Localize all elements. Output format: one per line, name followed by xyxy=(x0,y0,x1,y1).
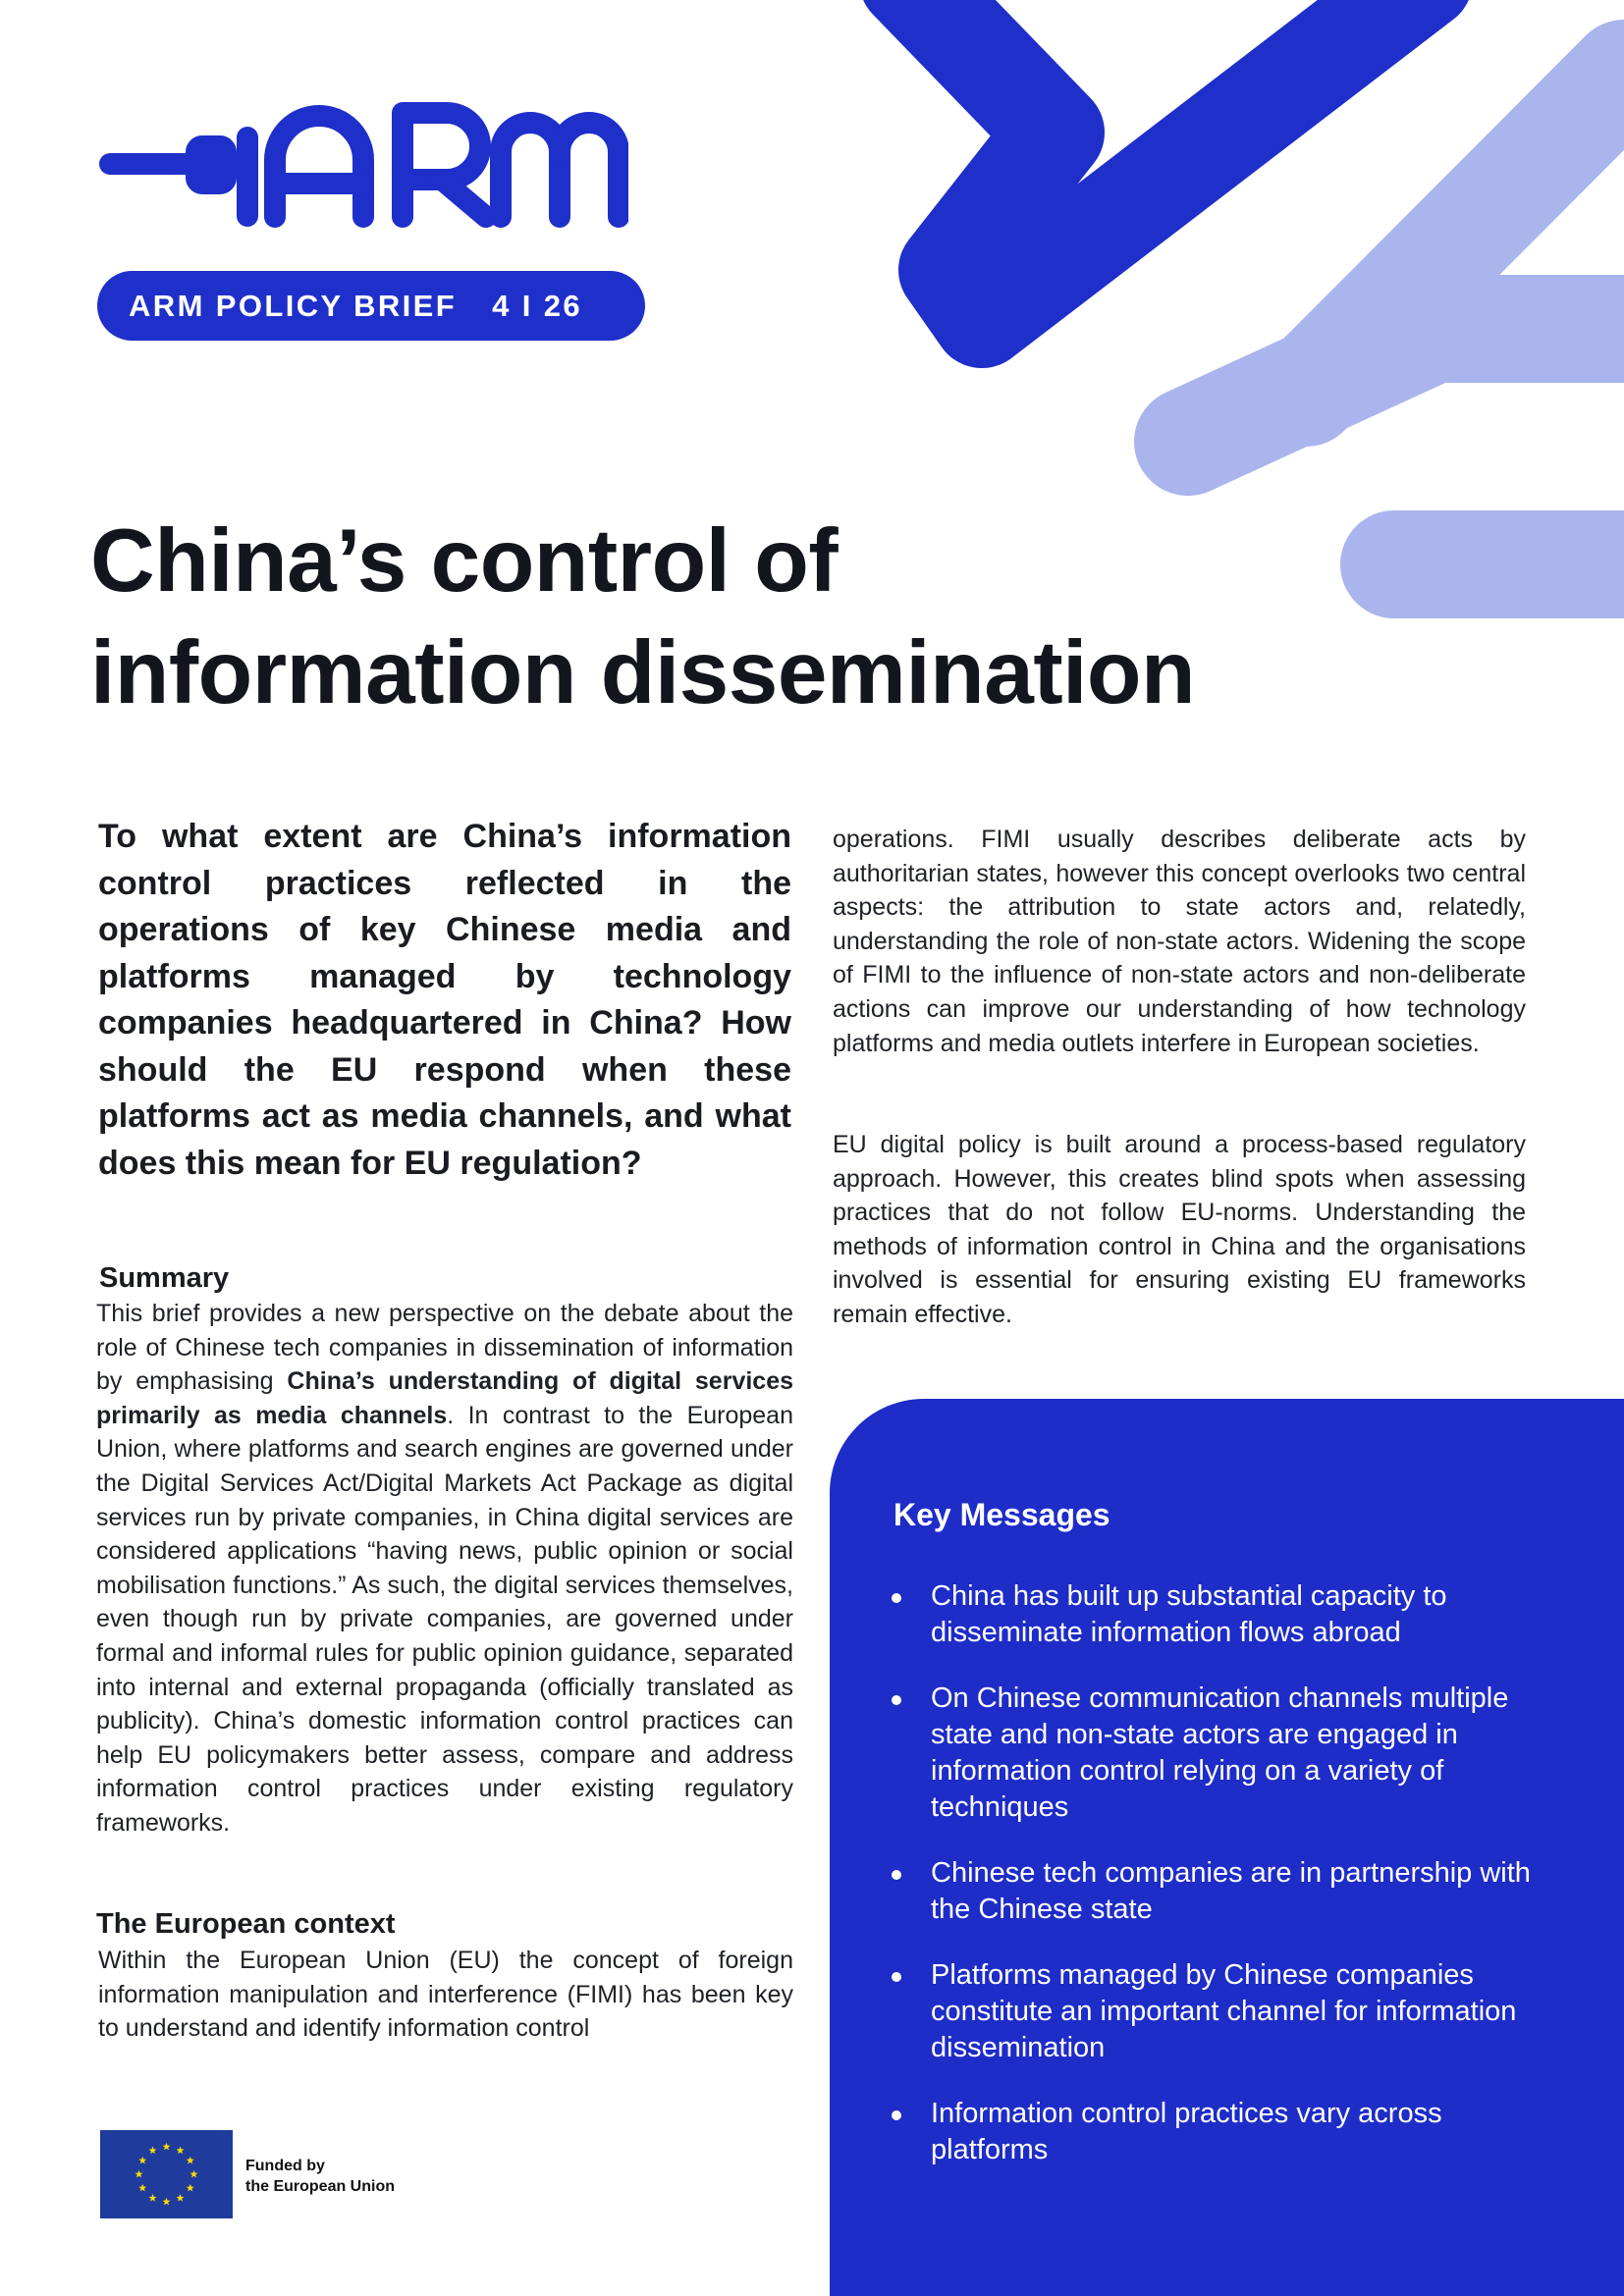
key-message-text: On Chinese communication channels multiple state and non-state actors are engaged in information control relying on a variety of techniques xyxy=(931,1682,1509,1823)
light-blue-shape xyxy=(1188,329,1624,442)
bullet-icon xyxy=(892,1593,901,1603)
bullet-icon xyxy=(892,1695,901,1705)
funding-note xyxy=(245,2156,395,2197)
summary-heading: Summary xyxy=(99,1262,230,1294)
key-message-item xyxy=(884,1957,1532,2066)
key-message-item xyxy=(884,1855,1532,1928)
key-message-item xyxy=(884,1578,1532,1651)
eu-digital-policy-paragraph: EU digital policy is built around a process-based regulatory approach. However, this creates blind spots when assessing practices that do not follow EU-norms. Understanding the methods of information control in China and the organisations involved is essential for ensuring existing EU frameworks remain effective. xyxy=(833,1131,1526,1328)
key-message-item xyxy=(884,1681,1532,1826)
european-context-continued: operations. FIMI usually describes deliberate acts by authoritarian states, however this concept overlooks two central aspects: the attribution to state actors and, relatedly, understanding the role of non-state actors. Widening the scope of FIMI to the influence of non-state actors and non-deliberate actions can improve our understanding of how technology platforms and media outlets interfere in European societies. xyxy=(833,826,1526,1057)
summary-text-1: This brief provides a new perspective on the debate about the role of Chinese tech companies in dissemination of information by emphasising xyxy=(96,1300,793,1396)
bullet-icon xyxy=(892,1972,901,1982)
key-messages-heading: Key Messages xyxy=(893,1497,1110,1532)
eu-flag-icon xyxy=(100,2130,233,2218)
key-message-text: Platforms managed by Chinese companies constitute an important channel for information dissemination xyxy=(931,1959,1517,2063)
summary-paragraph xyxy=(96,1297,793,1841)
title-line-2: information dissemination xyxy=(90,623,1196,722)
blue-chevron-shape xyxy=(908,0,1424,319)
key-message-text: China has built up substantial capacity to disseminate information flows abroad xyxy=(931,1580,1447,1648)
funding-line-1: Funded by xyxy=(245,2158,325,2174)
summary-bold-text: China’s understanding of digital services primarily as media channels xyxy=(96,1367,794,1429)
bullet-icon xyxy=(892,2110,901,2120)
bullet-icon xyxy=(892,1870,901,1880)
summary-text-2: . In contrast to the European Union, where platforms and search engines are governed under the Digital Services Act/Digital Markets Act Package as digital services run by private companies, in China digital services are considered applications “having news, public opinion or social mobilisation functions.” As such, the digital services themselves, even though run by private companies, are governed under formal and informal rules for public opinion guidance, separated into internal and external propaganda (officially translated as publicity). China’s domestic information control practices can help EU policymakers better assess, compare and address information control practices under existing regulatory frameworks. xyxy=(96,1401,793,1837)
title-line-1: China’s control of xyxy=(90,511,839,611)
policy-brief-label: ARM POLICY BRIEF xyxy=(129,288,458,323)
european-context-paragraph: Within the European Union (EU) the concept of foreign information manipulation and interference (FIMI) has been key to understand and identify information control xyxy=(98,1947,793,2043)
key-messages-list xyxy=(884,1578,1532,2198)
page-title xyxy=(90,506,1367,729)
funding-line-2: the European Union xyxy=(245,2178,395,2195)
key-message-text: Chinese tech companies are in partnership with the Chinese state xyxy=(931,1857,1531,1925)
policy-brief-badge xyxy=(97,271,645,341)
european-context-heading: The European context xyxy=(96,1908,396,1940)
lead-question: To what extent are China’s information control practices reflected in the operations of key Chinese media and platforms managed by technology companies headquartered in China? How should the EU respond when these platforms act as media channels, and what does this mean for EU regulation? xyxy=(98,818,791,1182)
key-message-item xyxy=(884,2096,1532,2168)
policy-brief-issue: 4 I 26 xyxy=(492,288,583,323)
arm-logo xyxy=(98,93,628,240)
key-message-text: Information control practices vary across platforms xyxy=(931,2098,1442,2165)
